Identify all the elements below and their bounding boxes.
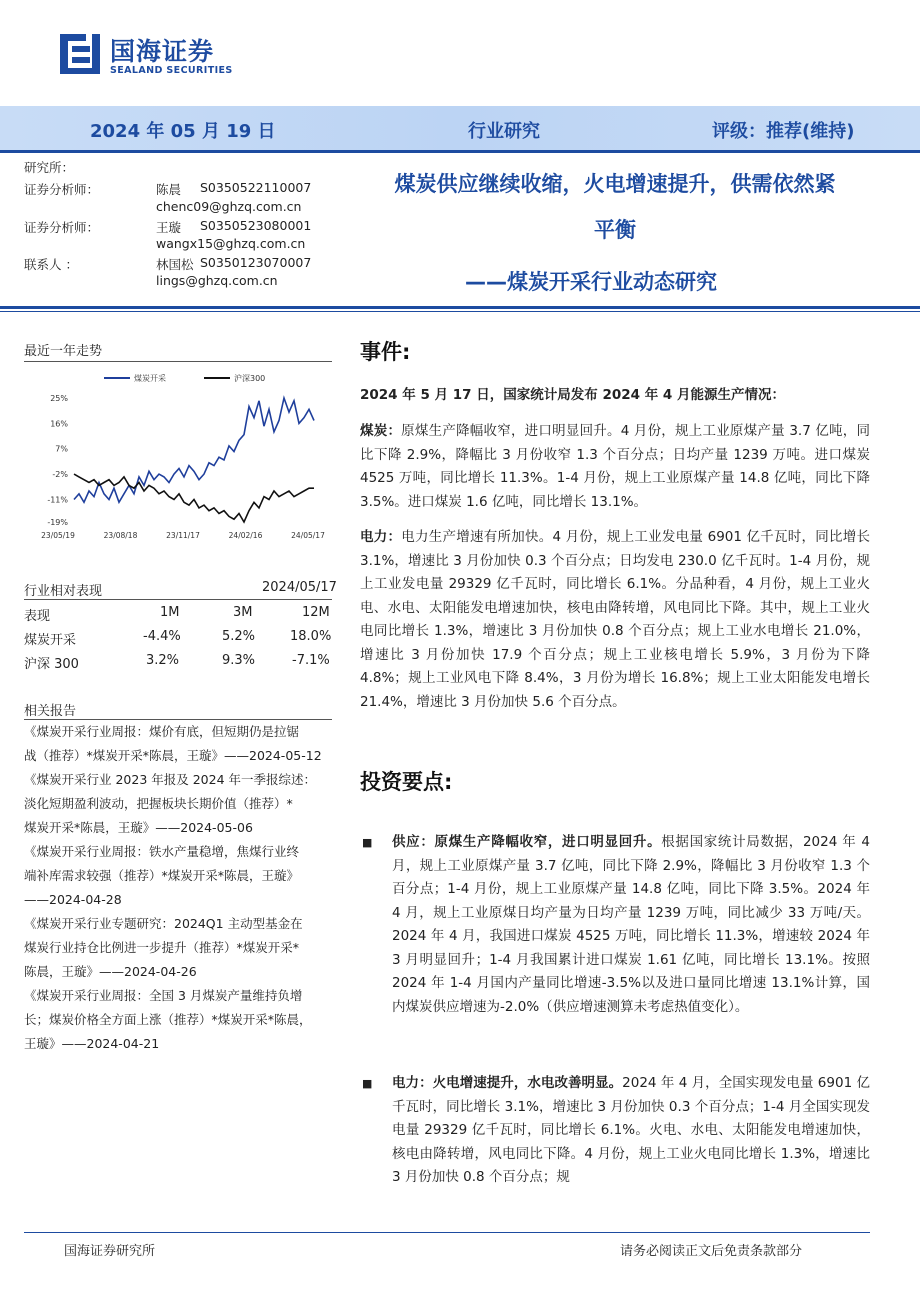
x-tick-label: 23/11/17 (166, 531, 200, 540)
analyst-role-1: 证券分析师： (24, 182, 100, 197)
report-title-line1: 煤炭供应继续收缩，火电增速提升，供需依然紧 (394, 172, 836, 196)
x-tick-label: 24/05/17 (291, 531, 325, 540)
points-supply-paragraph (392, 831, 870, 1019)
trend-heading-line (24, 361, 332, 362)
event-heading: 事件: (360, 340, 411, 364)
footer-disclaimer: 请务必阅读正文后免责条款部分 (620, 1244, 803, 1259)
related-item-3-line1: 《煤炭开采行业周报：铁水产量稳增，焦煤行业终 (24, 844, 300, 859)
report-date: 2024 年 05 月 19 日 (90, 121, 276, 142)
brand-name-cn: 国海证券 (110, 37, 215, 66)
analyst-email-2[interactable]: wangx15@ghzq.com.cn (156, 236, 306, 251)
perf-row1-name: 煤炭开采 (24, 633, 77, 648)
y-tick-label: 25% (50, 394, 68, 403)
perf-row2-12m: -7.1% (292, 653, 330, 668)
report-subtitle: ——煤炭开采行业动态研究 (465, 270, 717, 294)
related-item[interactable] (24, 840, 334, 912)
related-item-4-line1: 《煤炭开采行业专题研究：2024Q1 主动型基金在 (24, 916, 303, 931)
brand-name-en: SEALAND SECURITIES (110, 65, 233, 76)
institute-label: 研究所： (24, 160, 75, 175)
chart-legend (104, 373, 265, 383)
related-item-1-line2: 战（推荐）*煤炭开采*陈晨，王璇》——2024-05-12 (24, 748, 322, 763)
y-tick-label: -11% (47, 495, 68, 505)
perf-row1-12m: 18.0% (290, 629, 332, 644)
y-axis-ticks (47, 394, 68, 527)
performance-heading: 行业相对表现 (24, 584, 103, 599)
trend-chart (24, 366, 334, 546)
related-item-2-line3: 煤炭开采*陈晨，王璇》——2024-05-06 (24, 820, 253, 835)
event-power-paragraph (360, 526, 870, 714)
event-coal-paragraph (360, 420, 870, 514)
perf-row2-1m: 3.2% (146, 653, 180, 668)
related-item-5-line2: 长；煤炭价格全方面上涨（推荐）*煤炭开采*陈晨， (24, 1012, 312, 1027)
related-item[interactable] (24, 984, 334, 1056)
performance-date: 2024/05/17 (262, 580, 337, 595)
report-rating: 评级：推荐(维持) (712, 121, 855, 142)
perf-row1-3m: 5.2% (222, 629, 256, 644)
event-power-label: 电力： (360, 529, 402, 545)
analyst-role-2: 证券分析师： (24, 220, 100, 235)
perf-row1-1m: -4.4% (143, 629, 181, 644)
perf-col-12m: 12M (302, 605, 330, 620)
related-list (24, 720, 334, 1056)
perf-col-label: 表现 (24, 609, 51, 624)
analyst-role-3: 联系人 ： (24, 257, 78, 272)
event-power-text: 电力生产增速有所加快。4 月份，规上工业发电量 6901 亿千瓦时，同比增长 3.1%，增速比 3 月份加快 0.3 个百分点；日均发电 230.0 亿千瓦时。1-4 月份，规上工业发电量 29329 亿千瓦时，同比增长 6.1%。分品种看，4 月份，规上工业火电、水电、太阳能发电增速加快，核电由降转增，风电同比下降。其中，规上工业火电同比增长 1.3%，增速比 3 月份加快 0.8 个百分点；规上工业水电增长 21.0%，增速比 3 月份加快 17.9 个百分点；规上工业核电增长 5.9%，3 月份为下降 4.8%；规上工业风电下降 8.4%，3 月份为增长 16.8%；规上工业太阳能发电增长 21.4%，增速比 3 月份加快 5.6 个百分点。 (360, 529, 870, 710)
x-axis-ticks (41, 531, 325, 540)
analyst-code-3: S0350123070007 (200, 255, 312, 270)
related-item-5-line1: 《煤炭开采行业周报：全国 3 月煤炭产量维持负增 (24, 988, 303, 1003)
report-title-line2: 平衡 (594, 218, 636, 242)
report-type: 行业研究 (468, 121, 540, 142)
analyst-name-2: 王璇 (156, 220, 182, 235)
analyst-code-2: S0350523080001 (200, 218, 312, 233)
logo-mark-icon (58, 30, 102, 76)
points-power-text: 2024 年 4 月，全国实现发电量 6901 亿千瓦时，同比增长 3.1%，增速比 3 月份加快 0.3 个百分点；1-4 月全国实现发电量 29329 亿千瓦时，同比增长 6.1%。火电、水电、太阳能发电增速加快，核电由降转增，风电同比下降。4 月份，规上工业火电同比增长 1.3%，增速比 3 月份加快 0.8 个百分点；规 (392, 1075, 870, 1185)
perf-row2-name: 沪深 300 (24, 657, 79, 672)
y-tick-label: -19% (47, 518, 68, 527)
perf-row2-3m: 9.3% (222, 653, 256, 668)
legend-label-hs300: 沪深300 (234, 374, 266, 383)
y-tick-label: -2% (52, 470, 68, 480)
related-item[interactable] (24, 768, 334, 840)
related-item[interactable] (24, 720, 334, 768)
bullet-square-icon: ■ (362, 1077, 373, 1090)
y-tick-label: 7% (55, 444, 68, 454)
analyst-name-3: 林国松 (156, 257, 194, 272)
points-power-label: 电力：火电增速提升，水电改善明显。 (392, 1075, 623, 1091)
series-line-coal (74, 398, 314, 502)
analyst-name-1: 陈晨 (156, 182, 182, 197)
x-tick-label: 23/05/19 (41, 531, 75, 540)
related-item-3-line2: 端补库需求较强（推荐）*煤炭开采*陈晨，王璇》 (24, 868, 300, 883)
related-item-4-line3: 陈晨，王璇》——2024-04-26 (24, 964, 197, 979)
related-item-5-line3: 王璇》——2024-04-21 (24, 1036, 160, 1051)
points-power-paragraph (392, 1072, 870, 1194)
analyst-email-1[interactable]: chenc09@ghzq.com.cn (156, 199, 302, 214)
perf-col-3m: 3M (233, 605, 253, 620)
plot-area (74, 398, 314, 522)
related-item-2-line2: 淡化短期盈利波动，把握板块长期价值（推荐）* (24, 796, 293, 811)
event-coal-label: 煤炭： (360, 423, 402, 439)
x-tick-label: 24/02/16 (228, 531, 263, 540)
header-divider-thin (0, 311, 920, 312)
related-item-1-line1: 《煤炭开采行业周报：煤价有底，但短期仍是拉锯 (24, 724, 300, 739)
legend-label-coal: 煤炭开采 (134, 374, 166, 383)
points-heading: 投资要点: (360, 770, 453, 794)
event-coal-text: 原煤生产降幅收窄，进口明显回升。4 月份，规上工业原煤产量 3.7 亿吨，同比下降 2.9%，降幅比 3 月份收窄 1.3 个百分点；日均产量 1239 万吨。进口煤炭 4525 万吨，同比增长 11.3%。1-4 月份，规上工业原煤产量 14.8 亿吨，同比下降 3.5%。进口煤炭 1.6 亿吨，同比增长 13.1%。 (360, 423, 870, 510)
points-supply-text: 根据国家统计局数据，2024 年 4 月，规上工业原煤产量 3.7 亿吨，同比下降 2.9%，降幅比 3 月份收窄 1.3 个百分点；1-4 月份，规上工业原煤产量 14.8 亿吨，同比下降 3.5%。2024 年 4 月，规上工业原煤日均产量为日均产量 1239 万吨，同比减少 33 万吨/天。2024 年 4 月，我国进口煤炭 4525 万吨，同比增长 11.3%，增速较 2024 年 3 月明显回升；1-4 月我国累计进口煤炭 1.61 亿吨，同比增长 13.1%。按照 2024 年 1-4 月国内产量同比增速-3.5%以及进口量同比增速 13.1%计算，国内煤炭供应增速为-2.0%（供应增速测算未考虑热值变化）。 (392, 834, 870, 1015)
x-tick-label: 23/08/18 (103, 531, 138, 540)
related-item-4-line2: 煤炭行业持仓比例进一步提升（推荐）*煤炭开采* (24, 940, 300, 955)
related-item[interactable] (24, 912, 334, 984)
footer-divider (24, 1232, 870, 1233)
perf-col-1m: 1M (160, 605, 180, 620)
event-lead: 2024 年 5 月 17 日，国家统计局发布 2024 年 4 月能源生产情况： (360, 387, 786, 403)
footer-left: 国海证券研究所 (64, 1244, 156, 1259)
performance-line (24, 599, 332, 600)
points-supply-label: 供应：原煤生产降幅收窄，进口明显回升。 (392, 834, 662, 850)
analyst-email-3[interactable]: lings@ghzq.com.cn (156, 273, 278, 288)
y-tick-label: 16% (50, 419, 68, 429)
brand-logo (58, 30, 238, 80)
header-divider (0, 306, 920, 309)
analyst-code-1: S0350522110007 (200, 180, 312, 195)
bullet-square-icon: ■ (362, 836, 373, 849)
related-item-3-line3: ——2024-04-28 (24, 892, 122, 907)
related-heading: 相关报告 (24, 704, 77, 719)
trend-heading: 最近一年走势 (24, 344, 103, 359)
related-item-2-line1: 《煤炭开采行业 2023 年报及 2024 年一季报综述： (24, 772, 317, 787)
